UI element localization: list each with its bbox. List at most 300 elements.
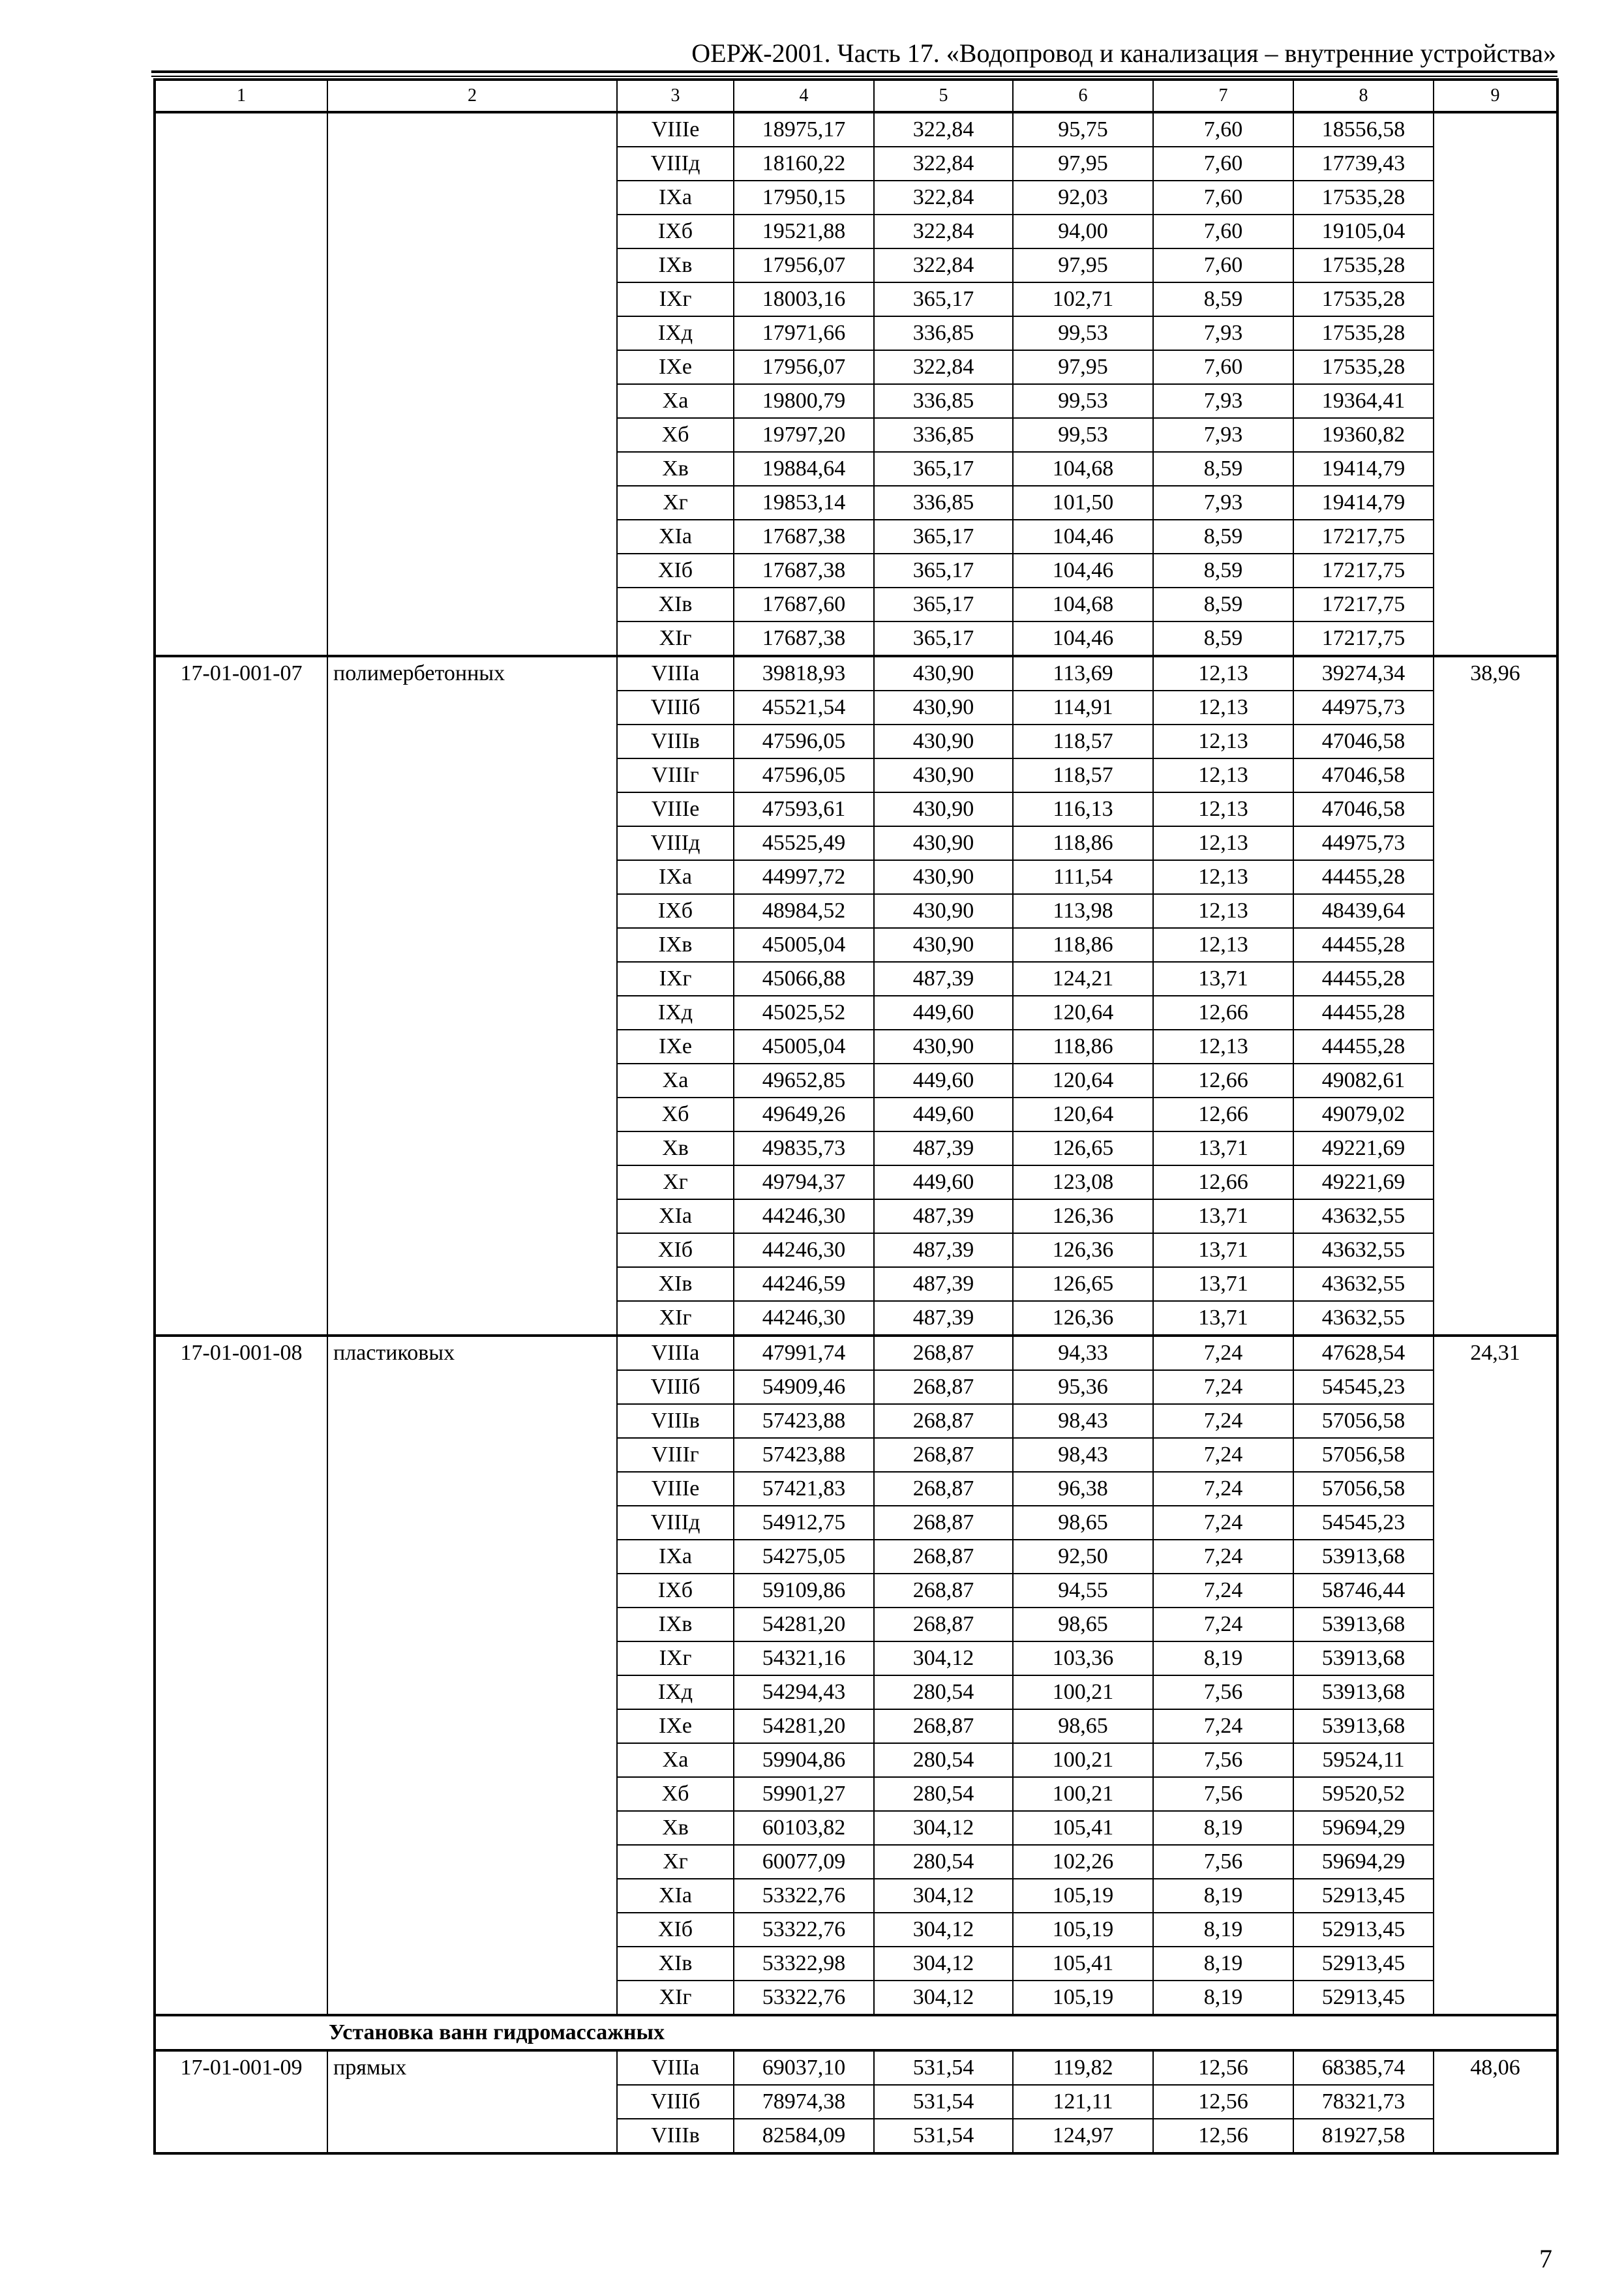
- total-cost-cell: 17687,38: [734, 621, 874, 656]
- machinist-wages-cell: 13,71: [1153, 1199, 1293, 1233]
- total-cost-cell: 57421,83: [734, 1472, 874, 1506]
- total-cost-cell: 54912,75: [734, 1506, 874, 1540]
- machine-cost-cell: 126,65: [1013, 1131, 1153, 1165]
- variant-cell: IXб: [617, 1574, 734, 1608]
- wages-cell: 487,39: [874, 1199, 1013, 1233]
- total-cost-cell: 60077,09: [734, 1845, 874, 1879]
- machinist-wages-cell: 7,93: [1153, 384, 1293, 418]
- machinist-wages-cell: 12,66: [1153, 1098, 1293, 1131]
- materials-cost-cell: 17535,28: [1293, 248, 1434, 282]
- total-cost-cell: 44246,30: [734, 1199, 874, 1233]
- machine-cost-cell: 116,13: [1013, 792, 1153, 826]
- machine-cost-cell: 126,36: [1013, 1233, 1153, 1267]
- materials-cost-cell: 19414,79: [1293, 452, 1434, 486]
- total-cost-cell: 57423,88: [734, 1438, 874, 1472]
- total-cost-cell: 54321,16: [734, 1641, 874, 1675]
- machinist-wages-cell: 13,71: [1153, 962, 1293, 996]
- total-cost-cell: 49649,26: [734, 1098, 874, 1131]
- materials-cost-cell: 39274,34: [1293, 656, 1434, 691]
- materials-cost-cell: 53913,68: [1293, 1709, 1434, 1743]
- machine-cost-cell: 126,65: [1013, 1267, 1153, 1301]
- variant-cell: VIIIб: [617, 691, 734, 725]
- wages-cell: 268,87: [874, 1608, 1013, 1641]
- total-cost-cell: 17687,38: [734, 554, 874, 588]
- total-cost-cell: 17950,15: [734, 181, 874, 215]
- machine-cost-cell: 94,55: [1013, 1574, 1153, 1608]
- machine-cost-cell: 98,43: [1013, 1404, 1153, 1438]
- variant-cell: IXд: [617, 1675, 734, 1709]
- machine-cost-cell: 92,50: [1013, 1540, 1153, 1574]
- machine-cost-cell: 118,57: [1013, 758, 1153, 792]
- wages-cell: 487,39: [874, 1131, 1013, 1165]
- machinist-wages-cell: 13,71: [1153, 1233, 1293, 1267]
- wages-cell: 365,17: [874, 621, 1013, 656]
- wages-cell: 487,39: [874, 1233, 1013, 1267]
- wages-cell: 304,12: [874, 1947, 1013, 1981]
- wages-cell: 430,90: [874, 691, 1013, 725]
- materials-cost-cell: 49221,69: [1293, 1131, 1434, 1165]
- machinist-wages-cell: 7,24: [1153, 1506, 1293, 1540]
- variant-cell: XIб: [617, 1913, 734, 1947]
- wages-cell: 322,84: [874, 248, 1013, 282]
- machine-cost-cell: 118,86: [1013, 826, 1153, 860]
- variant-cell: Xв: [617, 452, 734, 486]
- materials-cost-cell: 43632,55: [1293, 1199, 1434, 1233]
- materials-cost-cell: 17217,75: [1293, 621, 1434, 656]
- machinist-wages-cell: 8,19: [1153, 1913, 1293, 1947]
- wages-cell: 268,87: [874, 1336, 1013, 1370]
- machinist-wages-cell: 12,66: [1153, 1165, 1293, 1199]
- machine-cost-cell: 123,08: [1013, 1165, 1153, 1199]
- variant-cell: XIг: [617, 621, 734, 656]
- variant-cell: IXб: [617, 215, 734, 248]
- total-cost-cell: 17687,38: [734, 520, 874, 554]
- machine-cost-cell: 98,43: [1013, 1438, 1153, 1472]
- total-cost-cell: 18975,17: [734, 112, 874, 147]
- materials-cost-cell: 17535,28: [1293, 350, 1434, 384]
- materials-cost-cell: 47046,58: [1293, 758, 1434, 792]
- wages-cell: 430,90: [874, 826, 1013, 860]
- machinist-wages-cell: 8,59: [1153, 554, 1293, 588]
- table-body: [155, 112, 1557, 2153]
- machine-cost-cell: 121,11: [1013, 2085, 1153, 2119]
- total-cost-cell: 54275,05: [734, 1540, 874, 1574]
- machine-cost-cell: 118,86: [1013, 1030, 1153, 1064]
- wages-cell: 487,39: [874, 1267, 1013, 1301]
- machine-cost-cell: 113,98: [1013, 894, 1153, 928]
- machine-cost-cell: 102,26: [1013, 1845, 1153, 1879]
- wages-cell: 336,85: [874, 486, 1013, 520]
- machinist-wages-cell: 7,24: [1153, 1404, 1293, 1438]
- total-cost-cell: 44246,30: [734, 1301, 874, 1336]
- machinist-wages-cell: 12,13: [1153, 894, 1293, 928]
- table-row: [155, 656, 1557, 691]
- work-name-cell: [327, 112, 617, 656]
- variant-cell: XIг: [617, 1301, 734, 1336]
- wages-cell: 531,54: [874, 2050, 1013, 2085]
- wages-cell: 304,12: [874, 1641, 1013, 1675]
- materials-cost-cell: 58746,44: [1293, 1574, 1434, 1608]
- materials-cost-cell: 17535,28: [1293, 181, 1434, 215]
- norm-code-cell: 17-01-001-07: [155, 656, 327, 1336]
- machine-cost-cell: 104,68: [1013, 452, 1153, 486]
- wages-cell: 449,60: [874, 996, 1013, 1030]
- labor-cost-cell: 48,06: [1434, 2050, 1557, 2153]
- machine-cost-cell: 120,64: [1013, 996, 1153, 1030]
- variant-cell: Xа: [617, 1064, 734, 1098]
- wages-cell: 322,84: [874, 147, 1013, 181]
- wages-cell: 430,90: [874, 894, 1013, 928]
- total-cost-cell: 49794,37: [734, 1165, 874, 1199]
- wages-cell: 365,17: [874, 452, 1013, 486]
- column-number-header: 6: [1013, 80, 1153, 112]
- machine-cost-cell: 100,21: [1013, 1777, 1153, 1811]
- wages-cell: 430,90: [874, 792, 1013, 826]
- work-name-cell: пластиковых: [327, 1336, 617, 2015]
- materials-cost-cell: 43632,55: [1293, 1301, 1434, 1336]
- machine-cost-cell: 94,33: [1013, 1336, 1153, 1370]
- materials-cost-cell: 52913,45: [1293, 1879, 1434, 1913]
- materials-cost-cell: 49221,69: [1293, 1165, 1434, 1199]
- machinist-wages-cell: 8,59: [1153, 282, 1293, 316]
- variant-cell: IXв: [617, 248, 734, 282]
- total-cost-cell: 54281,20: [734, 1709, 874, 1743]
- machine-cost-cell: 114,91: [1013, 691, 1153, 725]
- total-cost-cell: 17956,07: [734, 248, 874, 282]
- wages-cell: 268,87: [874, 1709, 1013, 1743]
- labor-cost-cell: [1434, 112, 1557, 656]
- work-name-cell: прямых: [327, 2050, 617, 2153]
- total-cost-cell: 18003,16: [734, 282, 874, 316]
- total-cost-cell: 59901,27: [734, 1777, 874, 1811]
- variant-cell: VIIIе: [617, 792, 734, 826]
- materials-cost-cell: 54545,23: [1293, 1370, 1434, 1404]
- materials-cost-cell: 44975,73: [1293, 691, 1434, 725]
- total-cost-cell: 49835,73: [734, 1131, 874, 1165]
- machine-cost-cell: 92,03: [1013, 181, 1153, 215]
- materials-cost-cell: 19360,82: [1293, 418, 1434, 452]
- materials-cost-cell: 43632,55: [1293, 1267, 1434, 1301]
- total-cost-cell: 39818,93: [734, 656, 874, 691]
- variant-cell: VIIIв: [617, 2119, 734, 2153]
- machine-cost-cell: 120,64: [1013, 1098, 1153, 1131]
- variant-cell: XIб: [617, 1233, 734, 1267]
- variant-cell: IXе: [617, 1030, 734, 1064]
- column-number-header: 7: [1153, 80, 1293, 112]
- machinist-wages-cell: 8,59: [1153, 621, 1293, 656]
- wages-cell: 430,90: [874, 656, 1013, 691]
- machine-cost-cell: 104,46: [1013, 621, 1153, 656]
- variant-cell: VIIIб: [617, 2085, 734, 2119]
- wages-cell: 336,85: [874, 316, 1013, 350]
- total-cost-cell: 19853,14: [734, 486, 874, 520]
- machine-cost-cell: 105,19: [1013, 1879, 1153, 1913]
- machine-cost-cell: 100,21: [1013, 1675, 1153, 1709]
- total-cost-cell: 45025,52: [734, 996, 874, 1030]
- total-cost-cell: 53322,76: [734, 1981, 874, 2015]
- wages-cell: 430,90: [874, 928, 1013, 962]
- norm-code-cell: 17-01-001-08: [155, 1336, 327, 2015]
- materials-cost-cell: 49079,02: [1293, 1098, 1434, 1131]
- wages-cell: 268,87: [874, 1404, 1013, 1438]
- wages-cell: 322,84: [874, 112, 1013, 147]
- materials-cost-cell: 53913,68: [1293, 1641, 1434, 1675]
- machinist-wages-cell: 12,13: [1153, 1030, 1293, 1064]
- variant-cell: VIIIв: [617, 725, 734, 758]
- machine-cost-cell: 120,64: [1013, 1064, 1153, 1098]
- materials-cost-cell: 48439,64: [1293, 894, 1434, 928]
- materials-cost-cell: 43632,55: [1293, 1233, 1434, 1267]
- wages-cell: 365,17: [874, 282, 1013, 316]
- norm-code-cell: [155, 112, 327, 656]
- wages-cell: 430,90: [874, 860, 1013, 894]
- materials-cost-cell: 49082,61: [1293, 1064, 1434, 1098]
- wages-cell: 268,87: [874, 1438, 1013, 1472]
- materials-cost-cell: 44455,28: [1293, 962, 1434, 996]
- variant-cell: XIб: [617, 554, 734, 588]
- machinist-wages-cell: 13,71: [1153, 1267, 1293, 1301]
- materials-cost-cell: 52913,45: [1293, 1947, 1434, 1981]
- materials-cost-cell: 53913,68: [1293, 1608, 1434, 1641]
- wages-cell: 449,60: [874, 1098, 1013, 1131]
- machinist-wages-cell: 7,24: [1153, 1709, 1293, 1743]
- total-cost-cell: 47593,61: [734, 792, 874, 826]
- machinist-wages-cell: 7,93: [1153, 316, 1293, 350]
- machine-cost-cell: 104,46: [1013, 554, 1153, 588]
- total-cost-cell: 19800,79: [734, 384, 874, 418]
- total-cost-cell: 19521,88: [734, 215, 874, 248]
- materials-cost-cell: 52913,45: [1293, 1913, 1434, 1947]
- machinist-wages-cell: 12,66: [1153, 1064, 1293, 1098]
- materials-cost-cell: 44975,73: [1293, 826, 1434, 860]
- wages-cell: 322,84: [874, 181, 1013, 215]
- materials-cost-cell: 68385,74: [1293, 2050, 1434, 2085]
- total-cost-cell: 17971,66: [734, 316, 874, 350]
- variant-cell: Xб: [617, 1777, 734, 1811]
- variant-cell: VIIIе: [617, 112, 734, 147]
- total-cost-cell: 45521,54: [734, 691, 874, 725]
- machinist-wages-cell: 7,60: [1153, 215, 1293, 248]
- materials-cost-cell: 53913,68: [1293, 1675, 1434, 1709]
- machinist-wages-cell: 7,60: [1153, 181, 1293, 215]
- column-number-header: 4: [734, 80, 874, 112]
- materials-cost-cell: 44455,28: [1293, 928, 1434, 962]
- total-cost-cell: 53322,98: [734, 1947, 874, 1981]
- materials-cost-cell: 78321,73: [1293, 2085, 1434, 2119]
- header-rule: [151, 70, 1557, 73]
- machinist-wages-cell: 12,13: [1153, 758, 1293, 792]
- materials-cost-cell: 17217,75: [1293, 520, 1434, 554]
- total-cost-cell: 45005,04: [734, 1030, 874, 1064]
- wages-cell: 365,17: [874, 520, 1013, 554]
- machine-cost-cell: 98,65: [1013, 1506, 1153, 1540]
- work-name-cell: полимербетонных: [327, 656, 617, 1336]
- total-cost-cell: 44997,72: [734, 860, 874, 894]
- total-cost-cell: 54909,46: [734, 1370, 874, 1404]
- total-cost-cell: 59109,86: [734, 1574, 874, 1608]
- machinist-wages-cell: 7,56: [1153, 1743, 1293, 1777]
- total-cost-cell: 60103,82: [734, 1811, 874, 1845]
- machine-cost-cell: 118,57: [1013, 725, 1153, 758]
- total-cost-cell: 17956,07: [734, 350, 874, 384]
- machinist-wages-cell: 12,56: [1153, 2050, 1293, 2085]
- materials-cost-cell: 54545,23: [1293, 1506, 1434, 1540]
- materials-cost-cell: 17535,28: [1293, 316, 1434, 350]
- variant-cell: Xа: [617, 1743, 734, 1777]
- materials-cost-cell: 19105,04: [1293, 215, 1434, 248]
- wages-cell: 430,90: [874, 725, 1013, 758]
- machine-cost-cell: 124,97: [1013, 2119, 1153, 2153]
- variant-cell: IXв: [617, 928, 734, 962]
- machinist-wages-cell: 7,24: [1153, 1370, 1293, 1404]
- variant-cell: Xб: [617, 418, 734, 452]
- materials-cost-cell: 17217,75: [1293, 554, 1434, 588]
- machine-cost-cell: 97,95: [1013, 350, 1153, 384]
- variant-cell: VIIIг: [617, 1438, 734, 1472]
- variant-cell: IXа: [617, 181, 734, 215]
- variant-cell: VIIIа: [617, 1336, 734, 1370]
- wages-cell: 449,60: [874, 1064, 1013, 1098]
- machinist-wages-cell: 7,24: [1153, 1336, 1293, 1370]
- total-cost-cell: 45066,88: [734, 962, 874, 996]
- wages-cell: 365,17: [874, 588, 1013, 621]
- machinist-wages-cell: 8,59: [1153, 520, 1293, 554]
- machine-cost-cell: 119,82: [1013, 2050, 1153, 2085]
- total-cost-cell: 53322,76: [734, 1913, 874, 1947]
- variant-cell: XIг: [617, 1981, 734, 2015]
- machine-cost-cell: 99,53: [1013, 418, 1153, 452]
- variant-cell: IXд: [617, 996, 734, 1030]
- total-cost-cell: 18160,22: [734, 147, 874, 181]
- machinist-wages-cell: 8,19: [1153, 1879, 1293, 1913]
- materials-cost-cell: 17535,28: [1293, 282, 1434, 316]
- machinist-wages-cell: 13,71: [1153, 1301, 1293, 1336]
- variant-cell: Xб: [617, 1098, 734, 1131]
- wages-cell: 487,39: [874, 1301, 1013, 1336]
- materials-cost-cell: 59694,29: [1293, 1811, 1434, 1845]
- machinist-wages-cell: 8,19: [1153, 1947, 1293, 1981]
- materials-cost-cell: 19414,79: [1293, 486, 1434, 520]
- machinist-wages-cell: 12,13: [1153, 725, 1293, 758]
- machinist-wages-cell: 7,24: [1153, 1540, 1293, 1574]
- materials-cost-cell: 44455,28: [1293, 996, 1434, 1030]
- machine-cost-cell: 95,75: [1013, 112, 1153, 147]
- machine-cost-cell: 126,36: [1013, 1199, 1153, 1233]
- variant-cell: XIв: [617, 1267, 734, 1301]
- variant-cell: IXг: [617, 962, 734, 996]
- variant-cell: VIIIд: [617, 1506, 734, 1540]
- wages-cell: 268,87: [874, 1540, 1013, 1574]
- machine-cost-cell: 105,41: [1013, 1811, 1153, 1845]
- total-cost-cell: 47991,74: [734, 1336, 874, 1370]
- materials-cost-cell: 17217,75: [1293, 588, 1434, 621]
- total-cost-cell: 45525,49: [734, 826, 874, 860]
- wages-cell: 268,87: [874, 1370, 1013, 1404]
- labor-cost-cell: 24,31: [1434, 1336, 1557, 2015]
- machinist-wages-cell: 7,56: [1153, 1777, 1293, 1811]
- wages-cell: 336,85: [874, 418, 1013, 452]
- variant-cell: XIв: [617, 1947, 734, 1981]
- materials-cost-cell: 47628,54: [1293, 1336, 1434, 1370]
- variant-cell: VIIIв: [617, 1404, 734, 1438]
- machinist-wages-cell: 12,66: [1153, 996, 1293, 1030]
- total-cost-cell: 49652,85: [734, 1064, 874, 1098]
- column-number-header: 1: [155, 80, 327, 112]
- wages-cell: 268,87: [874, 1574, 1013, 1608]
- running-header-title: ОЕРЖ-2001. Часть 17. «Водопровод и канализация – внутренние устройства»: [691, 38, 1556, 68]
- materials-cost-cell: 81927,58: [1293, 2119, 1434, 2153]
- materials-cost-cell: 17739,43: [1293, 147, 1434, 181]
- materials-cost-cell: 44455,28: [1293, 860, 1434, 894]
- price-table: [153, 78, 1559, 2155]
- wages-cell: 268,87: [874, 1506, 1013, 1540]
- variant-cell: VIIIд: [617, 147, 734, 181]
- column-number-header: 9: [1434, 80, 1557, 112]
- machinist-wages-cell: 12,13: [1153, 792, 1293, 826]
- materials-cost-cell: 59694,29: [1293, 1845, 1434, 1879]
- machine-cost-cell: 103,36: [1013, 1641, 1153, 1675]
- machinist-wages-cell: 7,56: [1153, 1845, 1293, 1879]
- machinist-wages-cell: 12,13: [1153, 928, 1293, 962]
- wages-cell: 365,17: [874, 554, 1013, 588]
- total-cost-cell: 19884,64: [734, 452, 874, 486]
- total-cost-cell: 69037,10: [734, 2050, 874, 2085]
- machine-cost-cell: 105,19: [1013, 1913, 1153, 1947]
- materials-cost-cell: 47046,58: [1293, 725, 1434, 758]
- variant-cell: Xг: [617, 486, 734, 520]
- total-cost-cell: 45005,04: [734, 928, 874, 962]
- variant-cell: Xг: [617, 1845, 734, 1879]
- machine-cost-cell: 118,86: [1013, 928, 1153, 962]
- wages-cell: 280,54: [874, 1777, 1013, 1811]
- machine-cost-cell: 104,46: [1013, 520, 1153, 554]
- wages-cell: 487,39: [874, 962, 1013, 996]
- total-cost-cell: 44246,30: [734, 1233, 874, 1267]
- total-cost-cell: 57423,88: [734, 1404, 874, 1438]
- machinist-wages-cell: 7,60: [1153, 147, 1293, 181]
- column-number-header: 2: [327, 80, 617, 112]
- total-cost-cell: 78974,38: [734, 2085, 874, 2119]
- section-title: Установка ванн гидромассажных: [155, 2015, 1557, 2050]
- variant-cell: XIа: [617, 1199, 734, 1233]
- variant-cell: Xв: [617, 1131, 734, 1165]
- machinist-wages-cell: 8,19: [1153, 1981, 1293, 2015]
- machine-cost-cell: 113,69: [1013, 656, 1153, 691]
- variant-cell: Xв: [617, 1811, 734, 1845]
- total-cost-cell: 47596,05: [734, 758, 874, 792]
- machinist-wages-cell: 7,60: [1153, 112, 1293, 147]
- total-cost-cell: 48984,52: [734, 894, 874, 928]
- variant-cell: XIа: [617, 520, 734, 554]
- variant-cell: IXб: [617, 894, 734, 928]
- wages-cell: 304,12: [874, 1879, 1013, 1913]
- machinist-wages-cell: 7,24: [1153, 1608, 1293, 1641]
- variant-cell: VIIIд: [617, 826, 734, 860]
- column-number-header: 5: [874, 80, 1013, 112]
- section-row: [155, 2015, 1557, 2050]
- machinist-wages-cell: 7,93: [1153, 486, 1293, 520]
- wages-cell: 531,54: [874, 2119, 1013, 2153]
- machine-cost-cell: 102,71: [1013, 282, 1153, 316]
- total-cost-cell: 54281,20: [734, 1608, 874, 1641]
- machinist-wages-cell: 8,19: [1153, 1641, 1293, 1675]
- materials-cost-cell: 18556,58: [1293, 112, 1434, 147]
- machine-cost-cell: 100,21: [1013, 1743, 1153, 1777]
- machine-cost-cell: 124,21: [1013, 962, 1153, 996]
- machine-cost-cell: 101,50: [1013, 486, 1153, 520]
- variant-cell: VIIIг: [617, 758, 734, 792]
- machinist-wages-cell: 12,13: [1153, 860, 1293, 894]
